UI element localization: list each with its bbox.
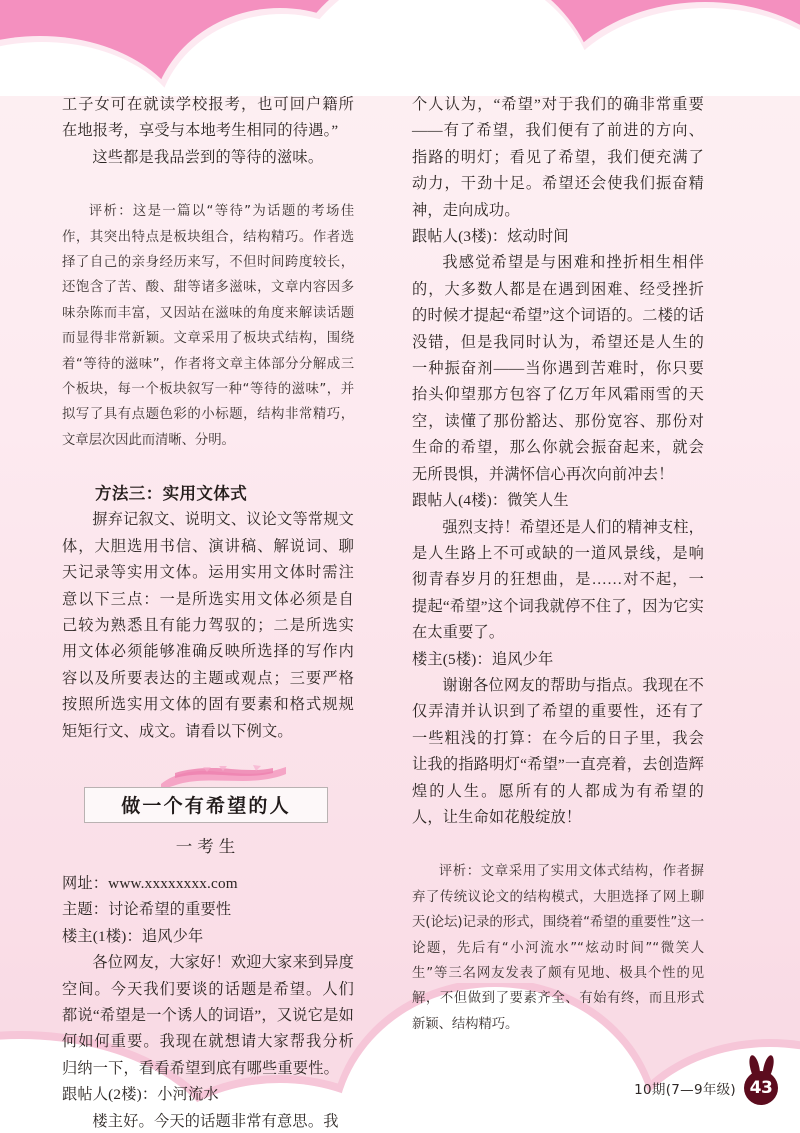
spacer [62, 171, 354, 199]
method-heading: 方法三：实用文体式 [95, 484, 248, 504]
forum-post-3-body: 我感觉希望是与困难和挫折相生相伴的，大多数人都是在遇到困难、经受挫折的时候才提起“希望”这个词语的。二楼的话没错，但是我同时认为，希望还是人生的一种振奋剂——当你遇到苦难时，你只要抬头仰望那方包容了亿万年风霜雨雪的天空，读懂了那份豁达、那份宽容、那份对生命的希望，那么你就会振奋起来，就会无所畏惧，并满怀信心再次向前冲去！ [412, 254, 704, 483]
forum-post-5-author: 楼主(5楼)：追风少年 [412, 650, 554, 668]
commentary-hope: 评析：文章采用了实用文体式结构，作者摒弃了传统议论文的结构模式，大胆选择了网上聊天(论坛)记录的形式，围绕着“希望的重要性”这一论题，先后有“小河流水”“炫动时间”“微笑人生”等三名网友发表了颇有见地、极具个性的见解，不但做到了要素齐全、有始有终，而且形式新颖、结构精巧。 [412, 864, 704, 1032]
forum-post-2-body-cont: 个人认为，“希望”对于我们的确非常重要——有了希望，我们便有了前进的方向、指路的明灯；看见了希望，我们便充满了动力，干劲十足。希望还会使我们振奋精神，走向成功。 [412, 96, 704, 219]
page-footer [634, 1071, 778, 1105]
essay-byline: 一考生 [175, 836, 241, 856]
forum-post-1-author: 楼主(1楼)：追风少年 [62, 927, 204, 945]
forum-post-2-body-start: 楼主好。今天的话题非常有意思。我 [92, 1112, 339, 1130]
method-paragraph: 摒弃记叙文、说明文、议论文等常规文体，大胆选用书信、演讲稿、解说词、聊天记录等实用文体。运用实用文体时需注意以下三点：一是所选实用文体必须是自己较为熟悉且有能力驾驭的；二是所选实用文体必须能够准确反映所选择的写作内容以及所要表达的主题或观点；三要严格按照所选实用文体的固有要素和格式规规矩矩行文、成文。请看以下例文。 [62, 511, 354, 740]
essay-title-box [84, 787, 328, 823]
essay-title-area [62, 763, 354, 871]
page-number-badge [744, 1071, 778, 1105]
forum-url: 网址：www.xxxxxxxx.com [62, 874, 238, 892]
essay-title: 做一个有希望的人 [121, 795, 291, 818]
forum-subject: 主题：讨论希望的重要性 [62, 901, 232, 919]
forum-post-3-author: 跟帖人(3楼)：炫动时间 [412, 228, 569, 246]
closing-paragraph: 这些都是我品尝到的等待的滋味。 [92, 148, 324, 166]
spacer [412, 831, 704, 859]
left-column [62, 92, 354, 1133]
continued-paragraph: 工子女可在就读学校报考，也可回户籍所在地报考，享受与本地考生相同的待遇。” [62, 96, 354, 140]
forum-post-4-body: 强烈支持！希望还是人们的精神支柱，是人生路上不可或缺的一道风景线，是响彻青春岁月的狂想曲，是……对不起，一提起“希望”这个词我就停不住了，因为它实在太重要了。 [412, 518, 704, 642]
commentary-waiting: 评析：这是一篇以“等待”为话题的考场佳作，其突出特点是板块组合，结构精巧。作者选择了自己的亲身经历来写，不但时间跨度较长，还饱含了苦、酸、甜等诸多滋味，文章内容因多味杂陈而丰富，又因站在滋味的角度来解读话题而显得非常新颖。文章采用了板块式结构，围绕着“等待的滋味”，作者将文章主体部分分解成三个板块，每一个板块叙写一种“等待的滋味”，并拟写了具有点题色彩的小标题，结构非常精巧，文章层次因此而清晰、分明。 [62, 204, 354, 448]
forum-post-4-author: 跟帖人(4楼)：微笑人生 [412, 492, 569, 510]
spacer [62, 453, 354, 481]
forum-post-2-author: 跟帖人(2楼)：小河流水 [62, 1086, 219, 1104]
right-column [412, 92, 704, 1037]
page-number: 43 [749, 1078, 773, 1098]
forum-post-1-body: 各位网友，大家好！欢迎大家来到异度空间。今天我们要谈的话题是希望。人们都说“希望是一个诱人的词语”，又说它是如何如何重要。我现在就想请大家帮我分析归纳一下，看看希望到底有哪些重要性。 [62, 954, 354, 1077]
forum-post-5-body: 谢谢各位网友的帮助与指点。我现在不仅弄清并认识到了希望的重要性，还有了一些粗浅的打算：在今后的日子里，我会让我的指路明灯“希望”一直亮着，去创造辉煌的人生。愿所有的人都成为有希望的人，让生命如花般绽放！ [412, 676, 704, 826]
issue-label: 10期(7—9年级) [634, 1082, 736, 1098]
page-number-circle [744, 1071, 778, 1105]
